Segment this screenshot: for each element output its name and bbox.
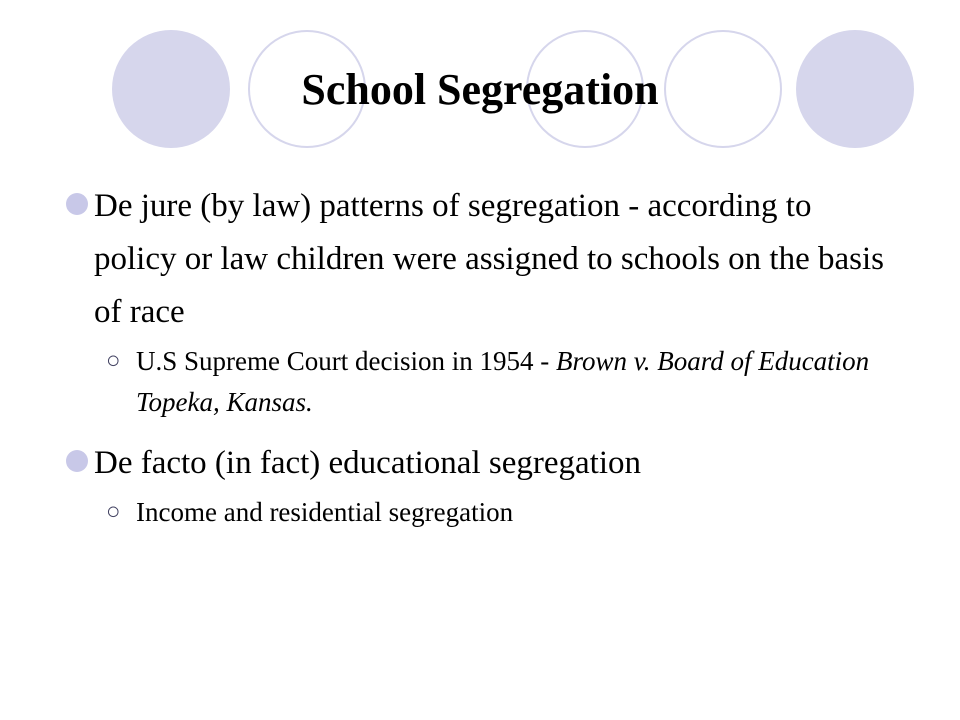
slide-title: School Segregation xyxy=(301,65,659,114)
bullet-de-facto xyxy=(66,437,896,490)
bullet-text: De jure (by law) patterns of segregation - according to policy or law children were assigned to schools on the basis of race xyxy=(94,188,884,330)
sub-bullet-text: Income and residential segregation xyxy=(136,497,514,527)
bullet-de-jure xyxy=(66,180,896,339)
filled-circle-bullet-icon xyxy=(66,193,88,215)
bullet-text: De facto (in fact) educational segregation xyxy=(94,445,641,481)
ring-bullet-icon: ○ xyxy=(106,348,121,374)
ring-bullet-icon: ○ xyxy=(106,499,121,525)
slide-content xyxy=(66,180,896,547)
sub-bullet-income-residential xyxy=(66,492,896,533)
sub-bullet-text: U.S Supreme Court decision in 1954 - xyxy=(136,346,556,376)
sub-bullet-brown-v-board xyxy=(66,341,896,423)
filled-circle-bullet-icon xyxy=(66,450,88,472)
sub-bullet-italic-text: Brown v. Board of Education Topeka, Kansas. xyxy=(136,346,870,417)
